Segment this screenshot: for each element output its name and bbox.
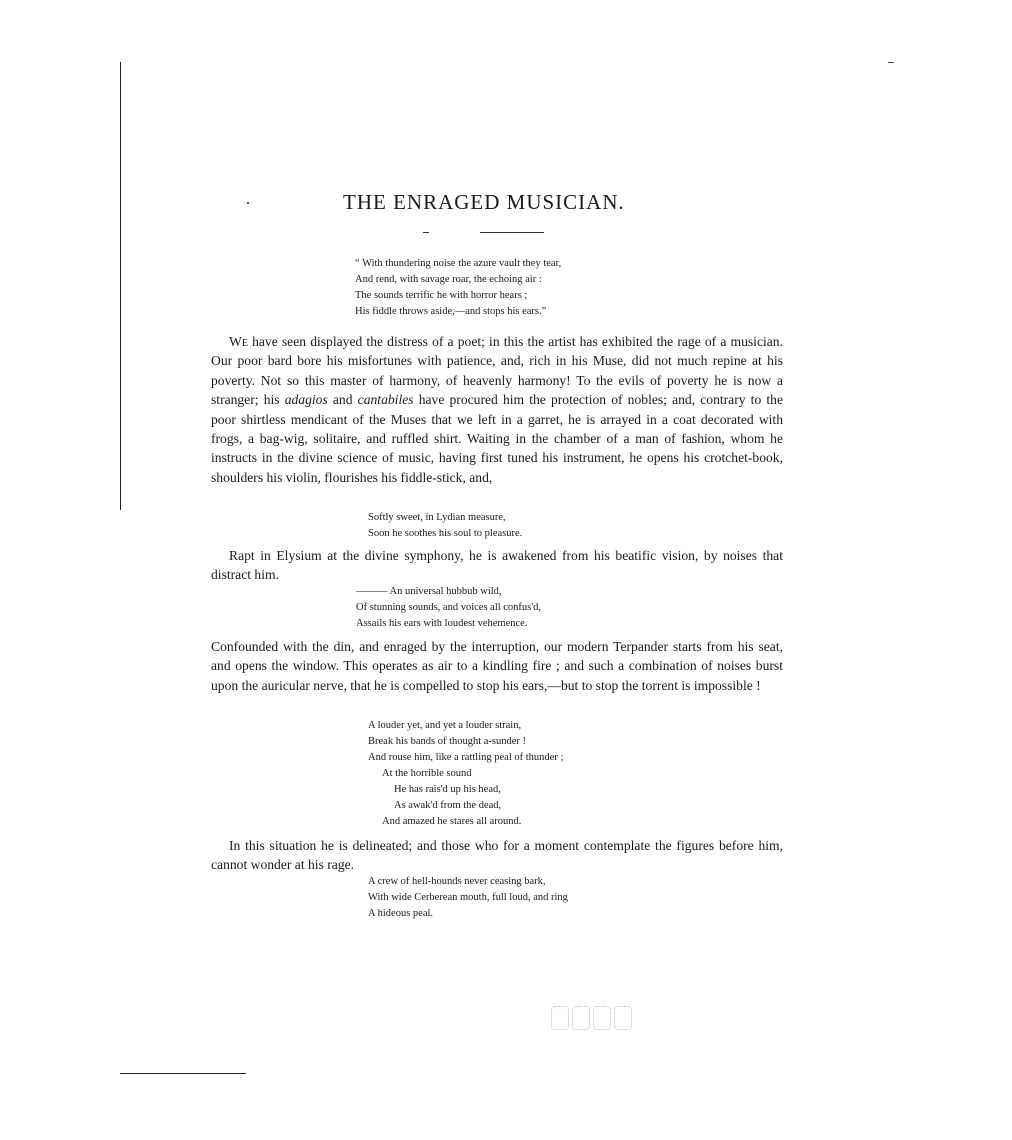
paragraph-3: Confounded with the din, and enraged by the interruption, our modern Terpander starts from his seat, and opens the window. This operates as air to a kindling fire ; and such a combination of noises burst upon the auricular nerve, that he is compelled to stop his ears,—but to stop the torrent is impossible ! bbox=[211, 639, 783, 693]
dropcap-word: We bbox=[229, 334, 248, 349]
verse-line: He has rais'd up his head, bbox=[394, 784, 501, 795]
verse-line: The sounds terrific he with horror hears ; bbox=[355, 290, 528, 301]
verse-line: And amazed he stares all around. bbox=[382, 816, 522, 827]
italic-term: adagios bbox=[284, 392, 328, 408]
verse-2 bbox=[368, 510, 522, 542]
paragraph-2: Rapt in Elysium at the divine symphony, he is awakened from his beatific vision, by noises that distract him. bbox=[211, 548, 783, 583]
verse-5 bbox=[368, 874, 568, 922]
verse-3 bbox=[356, 584, 541, 632]
italic-term: cantabiles bbox=[357, 392, 414, 408]
paragraph-4: In this situation he is delineated; and those who for a moment contemplate the figures before him, cannot wonder at his rage. bbox=[211, 838, 783, 873]
verse-line: And rouse him, like a rattling peal of thunder ; bbox=[368, 752, 564, 763]
paragraph-text: and bbox=[327, 392, 358, 408]
paragraph-1 bbox=[211, 332, 783, 487]
corner-mark bbox=[888, 62, 894, 63]
verse-line: A hideous peal. bbox=[368, 908, 434, 919]
verse-line: Break his bands of thought a-sunder ! bbox=[368, 736, 527, 747]
verse-line: A louder yet, and yet a louder strain, bbox=[368, 720, 522, 731]
verse-line: With wide Cerberean mouth, full loud, and ring bbox=[368, 892, 568, 903]
left-margin-rule bbox=[120, 62, 121, 510]
library-stamp bbox=[551, 1006, 632, 1030]
paragraph-text: have seen displayed the distress of a poet; in this the artist has exhibited the rage of a musician. Our poor bard bore his misfortunes with patience, and, rich in his Muse, did not much repine at his poverty. Not so this master of harmony, of heavenly harmony! To the evils of poverty he is now a stranger; his bbox=[211, 334, 783, 408]
verse-line: And rend, with savage roar, the echoing air : bbox=[355, 274, 542, 285]
verse-line: “ With thundering noise the azure vault they tear, bbox=[355, 258, 562, 269]
verse-line: Soon he soothes his soul to pleasure. bbox=[368, 528, 523, 539]
verse-line: As awak'd from the dead, bbox=[394, 800, 502, 811]
verse-4 bbox=[368, 718, 563, 830]
title-rule-short bbox=[423, 232, 429, 233]
verse-line: His fiddle throws aside,—and stops his ears.” bbox=[355, 306, 547, 317]
epigraph bbox=[355, 256, 561, 320]
stamp-mark bbox=[551, 1006, 569, 1030]
stamp-mark bbox=[614, 1006, 632, 1030]
verse-line: Softly sweet, in Lydian measure, bbox=[368, 512, 506, 523]
title-rule-long bbox=[480, 232, 544, 233]
stamp-mark bbox=[572, 1006, 590, 1030]
verse-line: Assails his ears with loudest vehemence. bbox=[356, 618, 528, 629]
verse-line: Of stunning sounds, and voices all confus'd, bbox=[356, 602, 542, 613]
verse-line: ——— An universal hubbub wild, bbox=[356, 586, 502, 597]
verse-line: At the horrible sound bbox=[382, 768, 472, 779]
print-speck bbox=[247, 202, 249, 204]
verse-line: A crew of hell-hounds never ceasing bark, bbox=[368, 876, 546, 887]
page-title: THE ENRAGED MUSICIAN. bbox=[343, 190, 625, 214]
stamp-mark bbox=[593, 1006, 611, 1030]
paragraph-text: have procured him the protection of nobles; and, contrary to the poor shirtless mendicant of the Muses that we left in a garret, he is arrayed in a coat decorated with frogs, a bag-wig, solitaire, and ruffled shirt. Waiting in the chamber of a man of fashion, whom he instructs in the divine science of music, having first tuned his instrument, he opens his crotchet-book, shoulders his violin, flourishes his fiddle-stick, and, bbox=[211, 392, 783, 485]
footnote-rule bbox=[120, 1073, 246, 1074]
